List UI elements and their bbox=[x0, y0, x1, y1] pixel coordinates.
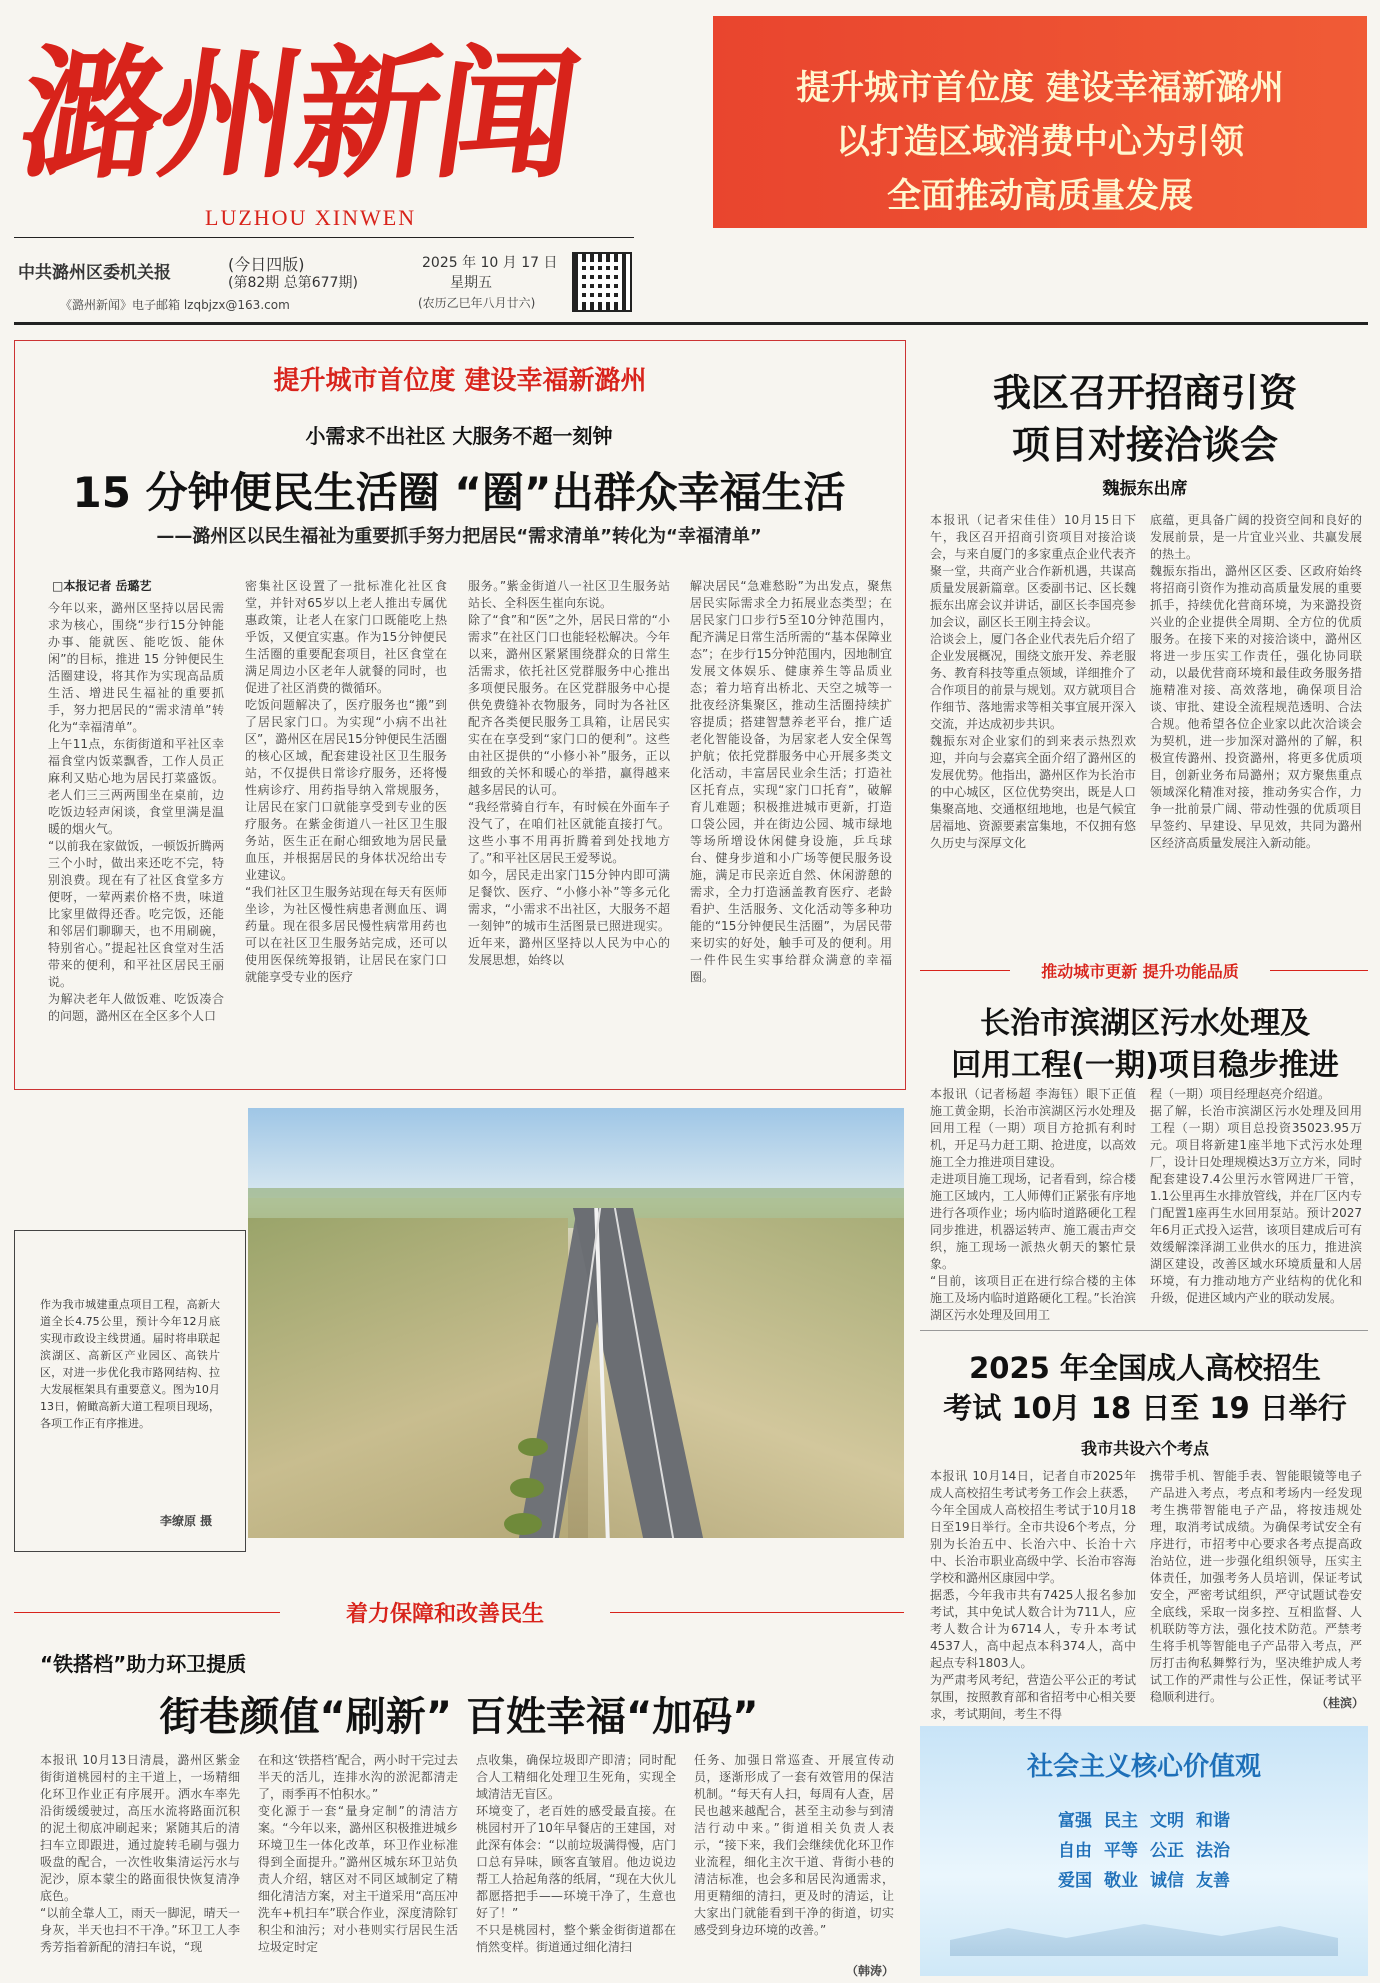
livelihood-kicker: “铁搭档”助力环卫提质 bbox=[40, 1652, 247, 1676]
value-item: 自由 bbox=[1058, 1841, 1092, 1861]
livelihood-section-tag: 着力保障和改善民生 bbox=[280, 1597, 610, 1628]
core-values-box bbox=[920, 1726, 1368, 1976]
sewage-column-2: 程（一期）项目经理赵亮介绍道。 据了解，长治市滨湖区污水处理及回用工程（一期）项目总投资35023.95万元。项目将新建1座半地下式污水处理厂，设计日处理规模达3万立方米，同时配套建设7.4公里污水管网进厂干管，1.1公里再生水排放管线，并在厂区内专门配置1座再生水回用泵站。预计2027年6月正式投入运营，该项目建成后可有效缓解滦泽湖工业供水的压力，推进滨湖区建设，改善区域水环境质量和人居环境，有力推动地方产业结构的优化和升级，促进区域内产业的联动发展。 bbox=[1150, 1087, 1362, 1305]
value-item: 富强 bbox=[1058, 1811, 1092, 1831]
value-item: 民主 bbox=[1104, 1811, 1138, 1831]
exam-column-2: 携带手机、智能手表、智能眼镜等电子产品进入考点，考点和考场内一经发现考生携带智能电子产品，将按违规处理，取消考试成绩。为确保考试安全有序进行，市招考中心要求各考点提高政治站位，进一步强化组织领导，压实主体责任，加强考务人员培训，保证考试安全，严密考试组织，严守试题试卷安全底线，采取一岗多控、互相监督、人机联防等方法，强化技术防范。严禁考生将手机等智能电子产品带入考点，严厉打击徇私舞弊行为，坚决维护成人考试工作的严肃性与公正性，保证考试平稳顺利进行。 bbox=[1150, 1469, 1362, 1704]
value-item: 公正 bbox=[1150, 1841, 1184, 1861]
road-aerial-photo bbox=[248, 1108, 904, 1538]
livelihood-column-4: 任务、加强日常巡查、开展宣传动员，逐渐形成了一套有效管用的保洁机制。“每天有人扫，每周有人查，居民也越来越配合，甚至主动参与到清洁行动中来。”街道相关负责人表示，“接下来，我们会继续优化环卫作业流程，细化主次干道、背街小巷的清洁标准，也会多和居民沟通需求，用更精细的清扫，更及时的清运，让大家出门就能看到干净的街道，切实感受到身边环境的改善。” bbox=[694, 1753, 894, 1937]
investment-headline-line-1[interactable]: 我区召开招商引资 bbox=[992, 371, 1297, 415]
lead-column-4: 解决居民“急难愁盼”为出发点，聚焦居民实际需求全力拓展业态类型；在居民家门口步行5至10分钟范围内，配齐满足日常生活所需的“基本保障业态”；在步行15分钟范围内，因地制宜发展文体娱乐、健康养生等品质业态；着力培育出桥北、天空之城等一批夜经济集聚区，推动生活圈持续扩容提质；搭建智慧养老平台，推广适老化智能设备，为居家老人安全保驾护航；依托党群服务中心开展多类文化活动，丰富居民业余生活；打造社区托育点，实现“家门口托育”，破解育儿难题；积极推进城市更新，打造口袋公园，并在街边公园、城市绿地等场所增设休闲健身设施，乒乓球台、健身步道和小广场等便民服务设施，满足市民亲近自然、休闲游憩的需求，全力打造涵盖教育医疗、老龄看护、生活服务、文化活动等多种功能的“15分钟便民生活圈”，为居民带来切实的好处，触手可及的便利。用一件件民生实事给群众满意的幸福圈。 bbox=[690, 579, 892, 984]
sewage-section-tag: 推动城市更新 提升功能品质 bbox=[1010, 959, 1270, 982]
value-item: 和谐 bbox=[1196, 1811, 1230, 1831]
core-values-row-3 bbox=[920, 1866, 1368, 1891]
investment-column-2: 底蕴，更具备广阔的投资空间和良好的发展前景，是一片宜业兴业、共赢发展的热土。 魏振东指出，潞州区区委、区政府始终将招商引资作为推动高质量发展的重要抓手，持续优化营商环境，为来潞投资兴业的企业提供全周期、全方位的优质服务。在接下来的对接洽谈中，潞州区将进一步压实工作责任，强化协同联动，以最优营商环境和最佳政务服务措施精准对接、高效落地，确保项目洽谈、审批、建设全流程规范透明、合法合规。他希望各位企业家以此次洽谈会为契机，进一步加深对潞州的了解，积极宣传潞州、投资潞州，将更多优质项目，创新业务布局潞州；双方聚焦重点领域深化精准对接，推动务实合作，力争一批前景广阔、带动性强的优质项目早签约、早建设、早见效，共同为潞州区经济高质量发展注入新动能。 bbox=[1150, 513, 1362, 850]
sewage-column-1: 本报讯（记者杨超 李海钰）眼下正值施工黄金期，长治市滨湖区污水处理及回用工程（一期）项目方抢抓有利时机，开足马力赶工期、抢进度，以高效施工全力推进项目建设。 走进项目施工现场，记者看到，综合楼施工区域内，工人师傅们正紧张有序地进行各项作业；场内临时道路硬化工程同步推进，机器运转声、施工震击声交织，施工现场一派热火朝天的繁忙景象。 “目前，该项目正在进行综合楼的主体施工及场内临时道路硬化工程。”长治滨湖区污水处理及回用工 bbox=[930, 1087, 1136, 1322]
investment-subhead: 魏振东出席 bbox=[1102, 479, 1188, 499]
lead-section-tag: 提升城市首位度 建设幸福新潞州 bbox=[200, 360, 720, 397]
livelihood-column-3: 点收集，确保垃圾即产即清；同时配合人工精细化处理卫生死角，实现全域清洁无盲区。 环境变了，老百姓的感受最直接。在桃园村开了10年早餐店的王建国，对此深有体会：“以前垃圾满得慢，店门口总有异味，顾客直皱眉。他边说边帮工人拾起角落的纸屑，“现在大伙儿都愿搭把手——环境干净了，生意也好了！” 不只是桃园村，整个紫金街街道都在悄然变样。街道通过细化清扫 bbox=[476, 1753, 676, 1954]
banner-line-2: 以打造区域消费中心为引领 bbox=[836, 122, 1244, 162]
banner-line-3: 全面推动高质量发展 bbox=[887, 176, 1193, 216]
livelihood-column-2: 在和这‘铁搭档’配合，两小时干完过去半天的活儿，连排水沟的淤泥都清走了，雨季再不怕积水。” 变化源于一套“量身定制”的清洁方案。“今年以来，潞州区积极推进城乡环境卫生一体化改革，环卫作业标准得到全面提升。”潞州区城东环卫站负责人介绍，辖区对不同区域制定了精细化清洁方案，对主干道采用“高压冲洗车+机扫车”联合作业，深度清除钉积尘和油污；对小巷则实行居民生活垃圾定时定 bbox=[258, 1753, 458, 1954]
masthead-pinyin: LUZHOU XINWEN bbox=[205, 205, 417, 230]
lead-column-1: 今年以来，潞州区坚持以居民需求为核心，围绕“步行15分钟能办事、能就医、能吃饭、能休闲”的目标，推进 15 分钟便民生活圈建设，将其作为实现高品质生活、增进民生福祉的重要抓手，努力把居民的“需求清单”转化为“幸福清单”。 上午11点，东街街道和平社区幸福食堂内饭菜飘香，工作人员正麻利又贴心地为居民打菜盛饭。老人们三三两两围坐在桌前，边吃饭边轻声闲谈，食堂里满是温暖的烟火气。 “以前我在家做饭，一顿饭折腾两三个小时，做出来还吃不完，特别浪费。现在有了社区食堂多方便呀，一荤两素价格不贵，味道比家里做得还香。吃完饭，还能和邻居们聊聊天，也不用刷碗，特别省心。”提起社区食堂对生活带来的便利，和平社区居民王丽说。 为解决老年人做饭难、吃饭凑合的问题，潞州区在全区多个人口 bbox=[48, 601, 224, 1023]
investment-headline-line-2[interactable]: 项目对接洽谈会 bbox=[1011, 423, 1278, 467]
photo-credit: 李缭原 摄 bbox=[160, 1514, 213, 1528]
issue-number: (第82期 总第677期) bbox=[228, 275, 358, 291]
exam-headline-line-2[interactable]: 考试 10月 18 日至 19 日举行 bbox=[943, 1391, 1347, 1425]
exam-column-1: 本报讯 10月14日，记者自市2025年成人高校招生考试考务工作会上获悉，今年全国成人高校招生考试于10月18日至19日举行。全市共设6个考点，分别为长治五中、长治六中、长治十六中、长治市职业高级中学、长治市容海学校和潞州区康园中学。 据悉，今年我市共有7425人报名参加考试，其中免试人数合计为711人，应考人数合计为6714人，专升本考试4537人，高中起点本科374人，高中起点专科1803人。 为严肃考风考纪，营造公平公正的考试氛围，按照教育部和省招考中心相关要求，考试期间，考生不得 bbox=[930, 1469, 1136, 1721]
lead-kicker: 小需求不出社区 大服务不超一刻钟 bbox=[305, 424, 613, 448]
masthead-title: 潞州新闻 bbox=[10, 32, 586, 198]
value-item: 平等 bbox=[1104, 1841, 1138, 1861]
lead-subhead: ——潞州区以民生福祉为重要抓手努力把居民“需求清单”转化为“幸福清单” bbox=[156, 526, 762, 547]
lead-headline[interactable]: 15 分钟便民生活圈 “圈”出群众幸福生活 bbox=[72, 468, 846, 517]
value-item: 敬业 bbox=[1104, 1871, 1138, 1891]
lunar-date: (农历乙巳年八月廿六) bbox=[418, 296, 536, 310]
sewage-headline-line-2[interactable]: 回用工程(一期)项目稳步推进 bbox=[951, 1048, 1339, 1083]
great-wall-illustration bbox=[950, 1916, 1338, 1956]
email-line: 《潞州新闻》电子邮箱 lzqbjzx@163.com bbox=[60, 298, 290, 312]
lead-column-2: 密集社区设置了一批标准化社区食堂，并针对65岁以上老人推出专属优惠政策，让老人在家门口既能吃上热乎饭，又便宜实惠。作为15分钟便民生活圈的重要配套项目，社区食堂在满足周边小区老年人就餐的同时，也促进了社区消费的微循环。 吃饭问题解决了，医疗服务也“搬”到了居民家门口。为实现“小病不出社区”，潞州区在居民15分钟便民生活圈的核心区域，配套建设社区卫生服务站，不仅提供日常诊疗服务，还将慢性病诊疗、用药指导纳入常规服务，让居民在家门口就能享受到专业的医疗服务。在紫金街道八一社区卫生服务站，医生正在耐心细致地为居民量血压，并根据居民的身体状况给出专业建议。 “我们社区卫生服务站现在每天有医师坐诊，为社区慢性病患者测血压、调药量。现在很多居民慢性病常用药也可以在社区卫生服务站完成，还可以使用医保统筹报销，让居民在家门口就能享受专业的医疗 bbox=[245, 579, 447, 984]
exam-rule bbox=[920, 1330, 1368, 1331]
exam-credit: （桂滨） bbox=[1316, 1696, 1365, 1710]
issue-weekday: 星期五 bbox=[450, 275, 492, 291]
lead-byline: □本报记者 岳璐艺 bbox=[52, 579, 152, 593]
header-rule bbox=[14, 322, 1368, 325]
masthead-divider bbox=[14, 237, 634, 238]
qr-code[interactable] bbox=[572, 252, 632, 312]
livelihood-headline[interactable]: 街巷颜值“刷新” 百姓幸福“加码” bbox=[159, 1694, 759, 1740]
front-banner bbox=[713, 16, 1367, 228]
core-values-title: 社会主义核心价值观 bbox=[1026, 1752, 1261, 1782]
photo-caption: 作为我市城建重点项目工程，高新大道全长4.75公里，预计今年12月底实现市政设主线贯通。届时将串联起滨湖区、高新区产业园区、高铁片区，对进一步优化我市路网结构、拉大发展框架具有重要意义。图为10月13日，俯瞰高新大道工程项目现场，各项工作正有序推进。 bbox=[40, 1298, 220, 1430]
sewage-headline-line-1[interactable]: 长治市滨湖区污水处理及 bbox=[980, 1006, 1310, 1041]
edition-pages: (今日四版) bbox=[228, 255, 305, 274]
value-item: 法治 bbox=[1196, 1841, 1230, 1861]
organ-label: 中共潞州区委机关报 bbox=[18, 263, 171, 283]
exam-subhead: 我市共设六个考点 bbox=[1080, 1439, 1209, 1458]
core-values-row-2 bbox=[920, 1836, 1368, 1861]
issue-date: 2025 年 10 月 17 日 bbox=[422, 255, 558, 271]
value-item: 文明 bbox=[1150, 1811, 1184, 1831]
lead-column-3: 服务。”紫金街道八一社区卫生服务站站长、全科医生崔向东说。 除了“食”和“医”之外，居民日常的“小需求”在社区门口也能轻松解决。今年以来，潞州区紧紧围绕群众的日常生活需求，依托社区党群服务中心推出多项便民服务。在区党群服务中心提供免费缝补衣物服务，同时为各社区配齐各类便民服务工具箱，让居民实实在在享受到“家门口的便利”。这些由社区提供的“小修小补”服务，正以细致的关怀和暖心的举措，赢得越来越多居民的认可。 “我经常骑自行车，有时候在外面车子没气了，在咱们社区就能直接打气。这些小事不用再折腾着到处找地方了。”和平社区居民王爱琴说。 如今，居民走出家门15分钟内即可满足餐饮、医疗、“小修小补”等多元化需求，“小需求不出社区，大服务不超一刻钟”的城市生活图景已照进现实。近年来，潞州区坚持以人民为中心的发展思想，始终以 bbox=[468, 579, 670, 967]
value-item: 诚信 bbox=[1150, 1871, 1184, 1891]
livelihood-column-1: 本报讯 10月13日清晨，潞州区紫金街街道桃园村的主干道上，一场精细化环卫作业正有序展开。洒水车率先沿街缓缓驶过，高压水流将路面沉积的泥土彻底冲刷起来；紧随其后的清扫车立即跟进，通过旋转毛刷与强力吸盘的配合，一次性收集清运污水与泥沙，原本蒙尘的路面很快恢复清净底色。 “以前全靠人工，雨天一脚泥，晴天一身灰，半天也扫不干净。”环卫工人李秀芳指着新配的清扫车说，“现 bbox=[40, 1753, 240, 1954]
value-item: 爱国 bbox=[1058, 1871, 1092, 1891]
livelihood-credit: （韩涛） bbox=[846, 1964, 895, 1978]
exam-headline-line-1[interactable]: 2025 年全国成人高校招生 bbox=[969, 1351, 1321, 1385]
value-item: 友善 bbox=[1196, 1871, 1230, 1891]
banner-line-1: 提升城市首位度 建设幸福新潞州 bbox=[796, 68, 1284, 108]
investment-column-1: 本报讯（记者宋佳佳）10月15日下午，我区召开招商引资项目对接洽谈会，与来自厦门的多家重点企业代表齐聚一堂，共商产业合作新机遇，共谋高质量发展新篇章。区委副书记、区长魏振东出席会议并讲话，副区长李国亮参加会议，副区长王刚主持会议。 洽谈会上，厦门各企业代表先后介绍了企业发展概况，围绕文旅开发、养老服务、教育科技等重点领域，详细推介了合作项目的前景与规划。双方就项目合作细节、落地需求等相关事宜展开深入交流，并达成初步共识。 魏振东对企业家们的到来表示热烈欢迎，并向与会嘉宾全面介绍了潞州区的发展优势。他指出，潞州区作为长治市的中心城区，区位优势突出，既是人口集聚高地、交通枢纽地地，也是气候宜居福地、资源要素富集地，不仅拥有悠久历史与深厚文化 bbox=[930, 513, 1136, 850]
core-values-row-1 bbox=[920, 1806, 1368, 1831]
